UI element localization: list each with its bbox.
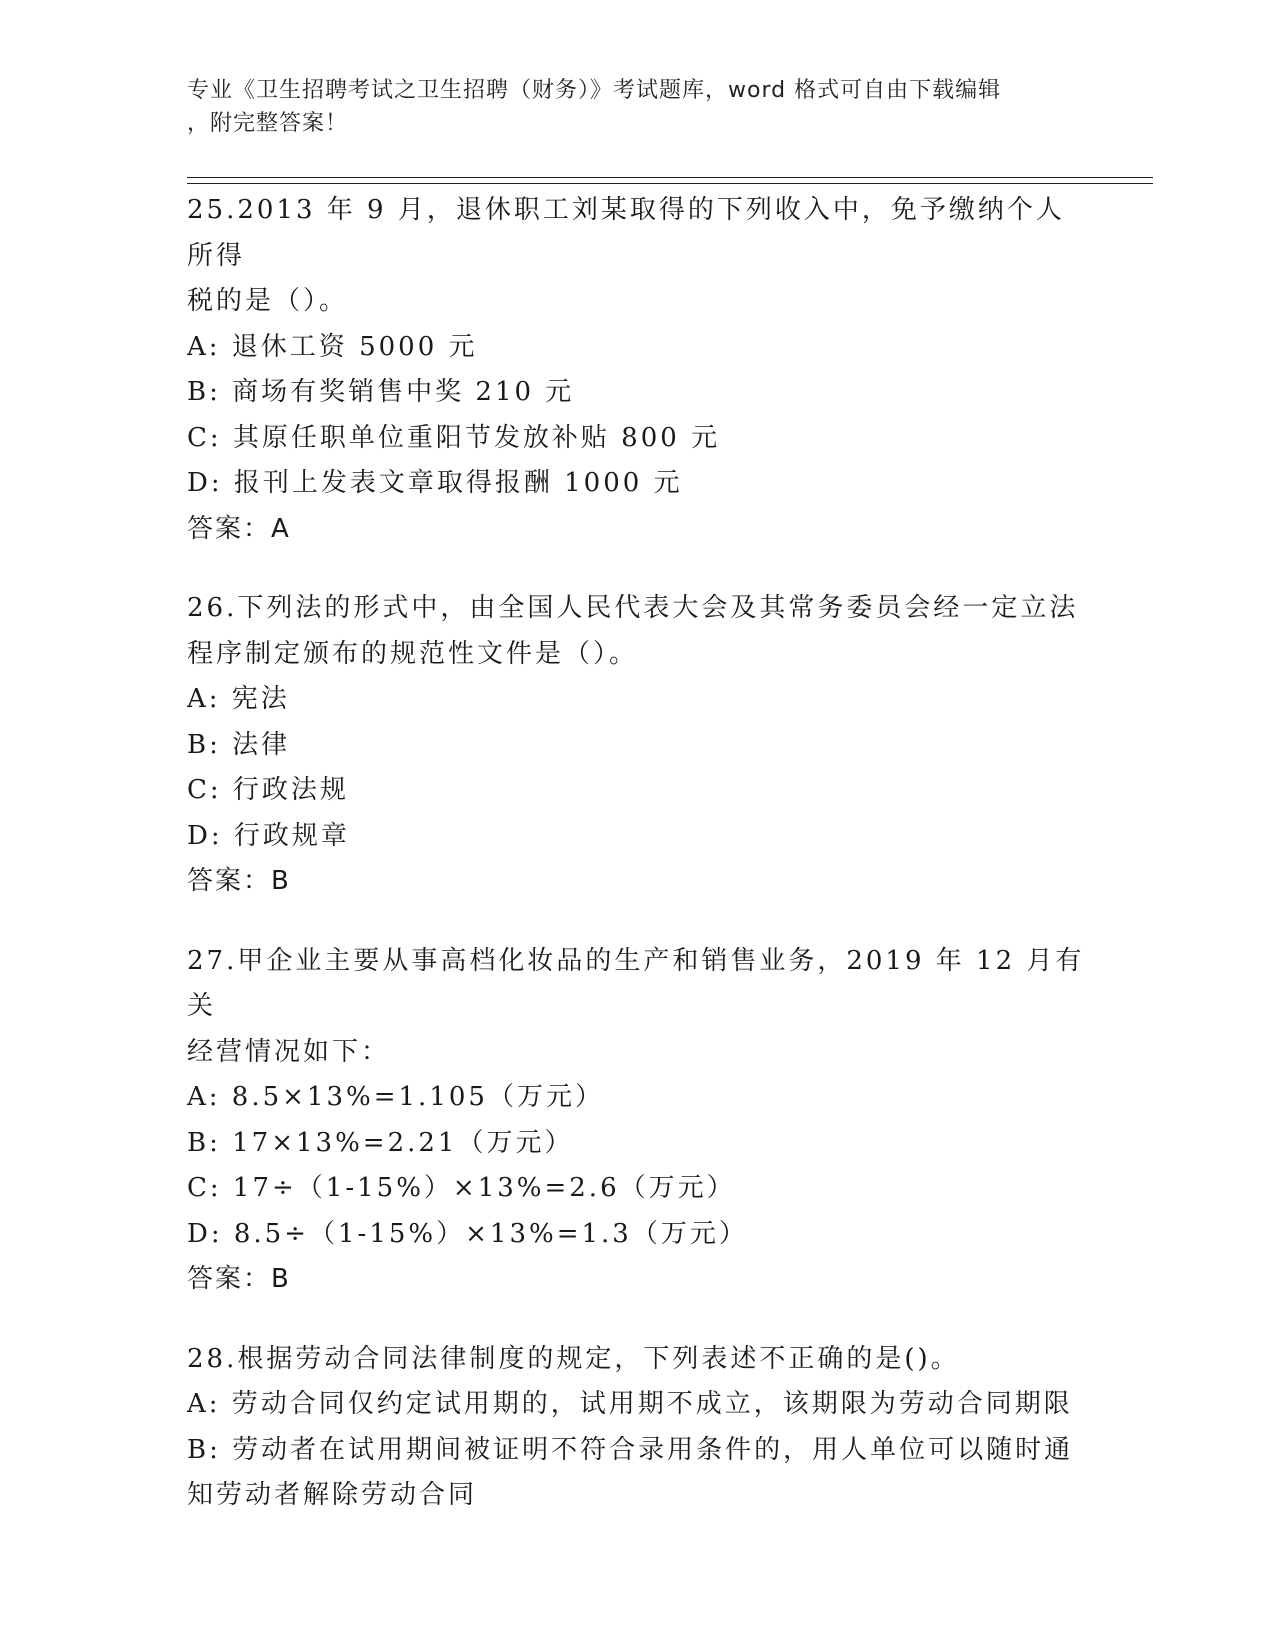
option-b: B: 劳动者在试用期间被证明不符合录用条件的，用人单位可以随时通: [187, 1434, 1074, 1465]
header-divider-top: [187, 177, 1153, 178]
question-stem-line: 程序制定颁布的规范性文件是（）。: [187, 638, 639, 669]
question-26: [187, 586, 1087, 905]
question-27: [187, 939, 1087, 1303]
option-a: A: 劳动合同仅约定试用期的，试用期不成立，该期限为劳动合同期限: [187, 1389, 1073, 1419]
option-c: C: 17÷（1-15%）×13%=2.6（万元）: [187, 1173, 736, 1203]
question-stem-line: 27.甲企业主要从事高档化妆品的生产和销售业务，2019 年 12 月有关: [187, 945, 1085, 1021]
header-line-2: ，附完整答案！: [187, 111, 349, 136]
question-list: [187, 188, 1087, 1553]
option-c: C: 行政法规: [187, 775, 349, 805]
option-c: C: 其原任职单位重阳节发放补贴 800 元: [187, 422, 721, 453]
question-25: [187, 188, 1087, 552]
header-divider-bottom: [187, 183, 1153, 184]
option-d: D: 报刊上发表文章取得报酬 1000 元: [187, 468, 683, 498]
option-b: B: 法律: [187, 729, 291, 760]
header-line-1: 专业《卫生招聘考试之卫生招聘（财务）》考试题库，word 格式可自由下载编辑: [187, 78, 1002, 103]
document-header: [187, 74, 1087, 140]
question-stem-line: 经营情况如下：: [187, 1036, 391, 1067]
option-b: B: 17×13%=2.21（万元）: [187, 1127, 574, 1158]
option-b-continuation: 知劳动者解除劳动合同: [187, 1480, 478, 1510]
question-28: [187, 1337, 1087, 1519]
answer-line: 答案：B: [187, 1264, 291, 1294]
answer-line: 答案：A: [187, 513, 291, 544]
question-stem-line: 28.根据劳动合同法律制度的规定，下列表述不正确的是()。: [187, 1343, 960, 1374]
answer-line: 答案：B: [187, 866, 291, 896]
option-a: A: 宪法: [187, 684, 290, 714]
option-d: D: 行政规章: [187, 820, 350, 851]
option-b: B: 商场有奖销售中奖 210 元: [187, 377, 575, 407]
option-d: D: 8.5÷（1-15%）×13%=1.3（万元）: [187, 1218, 748, 1249]
option-a: A: 8.5×13%=1.105（万元）: [187, 1082, 604, 1112]
question-stem-line: 25.2013 年 9 月，退休职工刘某取得的下列收入中，免予缴纳个人所得: [187, 195, 1065, 271]
question-stem-line: 税的是（）。: [187, 286, 349, 316]
question-stem-line: 26.下列法的形式中，由全国人民代表大会及其常务委员会经一定立法: [187, 593, 1079, 623]
option-a: A: 退休工资 5000 元: [187, 331, 478, 362]
